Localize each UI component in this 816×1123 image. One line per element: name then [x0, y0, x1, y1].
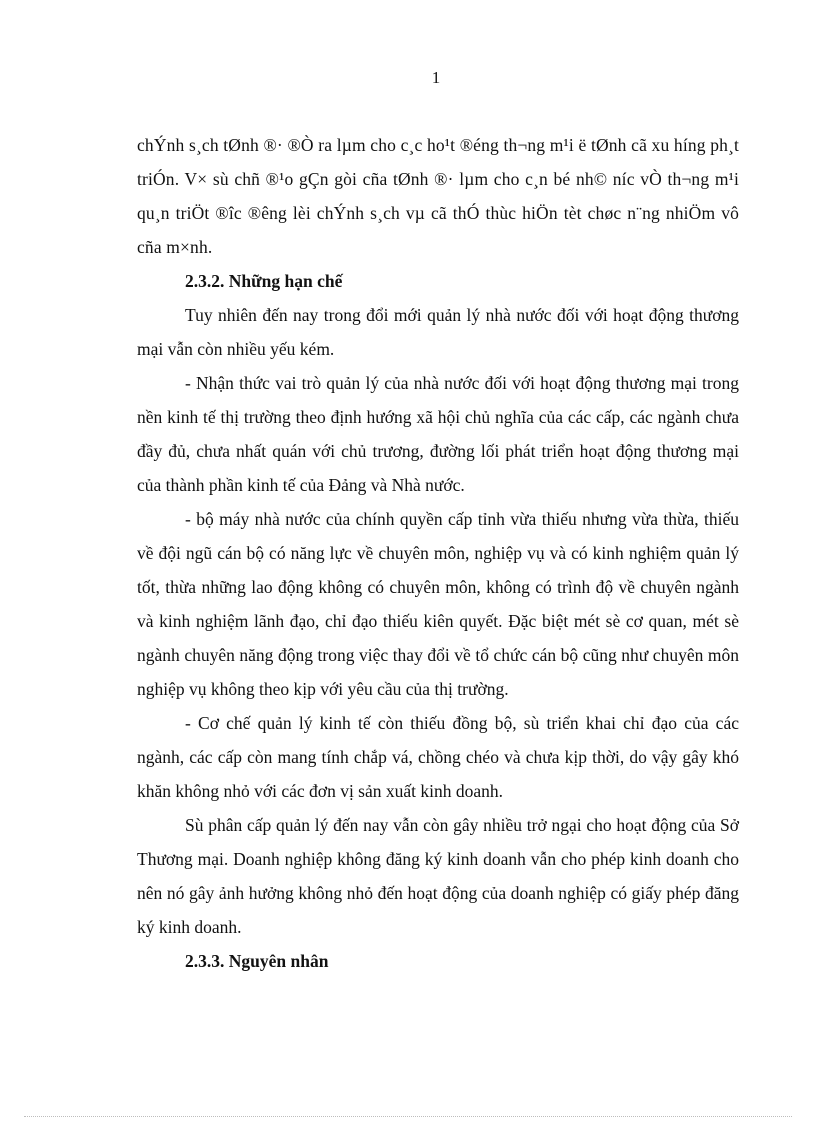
page-number: 1 [431, 68, 441, 87]
page-bottom-divider [24, 1116, 792, 1117]
paragraph-apparatus: - bộ máy nhà nước của chính quyền cấp tỉnh vừa thiếu nhưng vừa thừa, thiếu về đội ngũ cán bộ có năng lực về chuyên môn, nghiệp vụ và có kinh nghiệm quản lý tốt, thừa những lao động không có chuyên môn, không có trình độ về chuyên ngành và kinh nghiệm lãnh đạo, chỉ đạo thiếu kiên quyết. Đặc biệt mét sè cơ quan, mét sè ngành chuyên năng động trong việc thay đổi về tổ chức cán bộ cũng như chuyên môn nghiệp vụ không theo kịp với yêu cầu của thị trường. [137, 509, 739, 699]
paragraph-decentralization: Sù phân cấp quản lý đến nay vẫn còn gây nhiều trở ngại cho hoạt động của Sở Thương mại. Doanh nghiệp không đăng ký kinh doanh vẫn cho phép kinh doanh cho nên nó gây ảnh hưởng không nhỏ đến hoạt động của doanh nghiệp có giấy phép đăng ký kinh doanh. [137, 815, 739, 937]
section-heading-limitations: 2.3.2. Những hạn chế [185, 271, 343, 291]
document-body [137, 128, 739, 978]
section-heading-causes: 2.3.3. Nguyên nhân [185, 951, 329, 971]
paragraph-awareness: - Nhận thức vai trò quản lý của nhà nước đối với hoạt động thương mại trong nền kinh tế thị trường theo định hướng xã hội chủ nghĩa của các cấp, các ngành chưa đầy đủ, chưa nhất quán với chủ trương, đường lối phát triển hoạt động thương mại của thành phần kinh tế của Đảng và Nhà nước. [137, 373, 739, 495]
paragraph-mechanism: - Cơ chế quản lý kinh tế còn thiếu đồng bộ, sù triển khai chỉ đạo của các ngành, các cấp còn mang tính chắp vá, chồng chéo và chưa kịp thời, do vậy gây khó khăn không nhỏ với các đơn vị sản xuất kinh doanh. [137, 713, 739, 801]
paragraph-legacy-encoding: chÝnh s¸ch tØnh ®· ®Ò ra lµm cho c¸c ho¹t ®éng th¬ng m¹i ë tØnh cã xu híng ph¸t triÓn. V× sù chñ ®¹o gÇn gòi cña tØnh ®· lµm cho c¸n bé nh© níc vÒ th¬ng m¹i qu¸n triÖt ®îc ®êng lèi chÝnh s¸ch vµ cã thÓ thùc hiÖn tèt chøc n¨ng nhiÖm vô cña m×nh. [137, 135, 739, 257]
paragraph-intro-limitations: Tuy nhiên đến nay trong đổi mới quản lý nhà nước đối với hoạt động thương mại vẫn còn nhiều yếu kém. [137, 305, 739, 359]
